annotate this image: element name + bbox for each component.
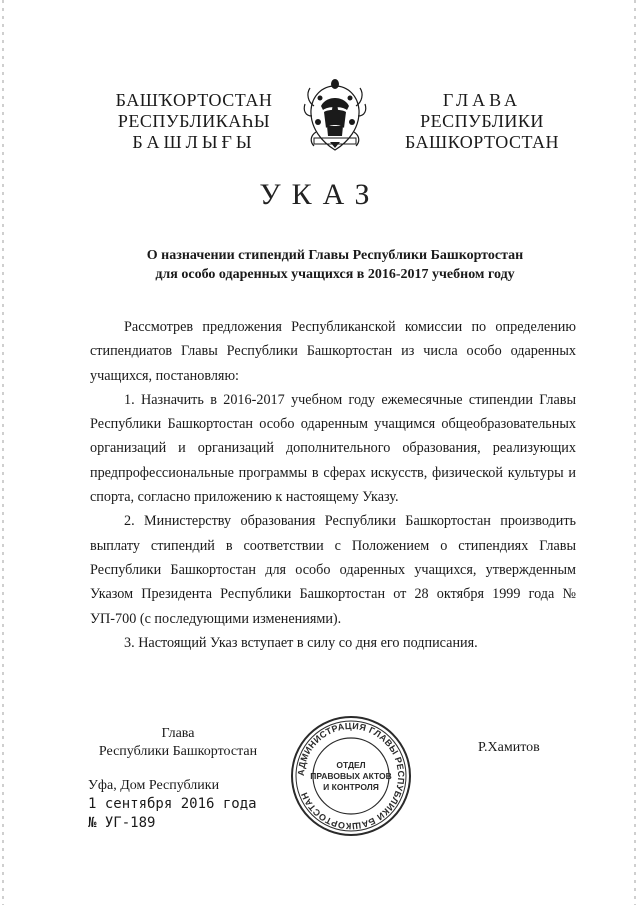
signatory-line: Республики Башкортостан [98,744,258,759]
seal-inner-text: ОТДЕЛ [336,760,366,770]
body-paragraph: 2. Министерству образования Республики Башкортостан производить выплату стипендий в соответствии с Положением о стипендиях Главы Республики Башкортостан для особо одаренных учащихся, утвержденным Указом Президента Республики Башкортостан от 28 октября 1999 года № УП-700 (с последующими изменениями). [90,513,576,627]
stamp-seal-icon [289,714,413,838]
place-and-date [88,776,257,833]
header-left-line: РЕСПУБЛИКАҺЫ [117,111,271,131]
document-title: УКАЗ [259,178,381,211]
signatory-position [88,725,268,761]
header-left-line: БАШҠОРТОСТАН [115,90,273,110]
header-russian [398,90,566,153]
place-line: Уфа, Дом Республики [88,778,220,793]
document-body [90,315,576,655]
header-bashkir [108,90,280,153]
signatory-name: Р.Хамитов [478,740,540,755]
date-line: 1 сентября 2016 года [88,796,257,812]
decree-number: № УГ-189 [88,815,156,831]
header-right-line: БАШКОРТОСТАН [404,132,560,152]
subject-line: О назначении стипендий Главы Республики Башкортостан [146,248,524,263]
header-right-line: РЕСПУБЛИКИ [420,111,544,131]
header-left-line: БАШЛЫҒЫ [132,132,256,152]
coat-of-arms-icon [300,76,370,158]
subject-line: для особо одаренных учащихся в 2016-2017 учебном году [155,267,515,282]
body-paragraph: 3. Настоящий Указ вступает в силу со дня его подписания. [124,634,478,651]
body-paragraph: 1. Назначить в 2016-2017 учебном году ежемесячные стипендии Главы Республики Башкортостан особо одаренным учащимся общеобразовательных организаций и организаций дополнительного образования, реализующих предпрофессиональные программы в сферах искусств, физической культуры и спорта, согласно приложению к настоящему Указу. [90,391,576,506]
scan-edge-left [2,0,4,905]
body-paragraph: Рассмотрев предложения Республиканской комиссии по определению стипендиатов Главы Республики Башкортостан из числа особо одаренных учащихся, постановляю: [90,319,576,384]
document-subject [90,246,580,284]
header-right-line: ГЛАВА [442,90,522,110]
seal-inner-text: И КОНТРОЛЯ [323,782,379,792]
scan-edge-right [634,0,636,905]
signatory-line: Глава [161,726,195,741]
seal-ring-text: АДМИНИСТРАЦИЯ ГЛАВЫ РЕСПУБЛИКИ БАШКОРТОСТАН [295,720,407,832]
seal-inner-text: ПРАВОВЫХ АКТОВ [310,771,392,781]
